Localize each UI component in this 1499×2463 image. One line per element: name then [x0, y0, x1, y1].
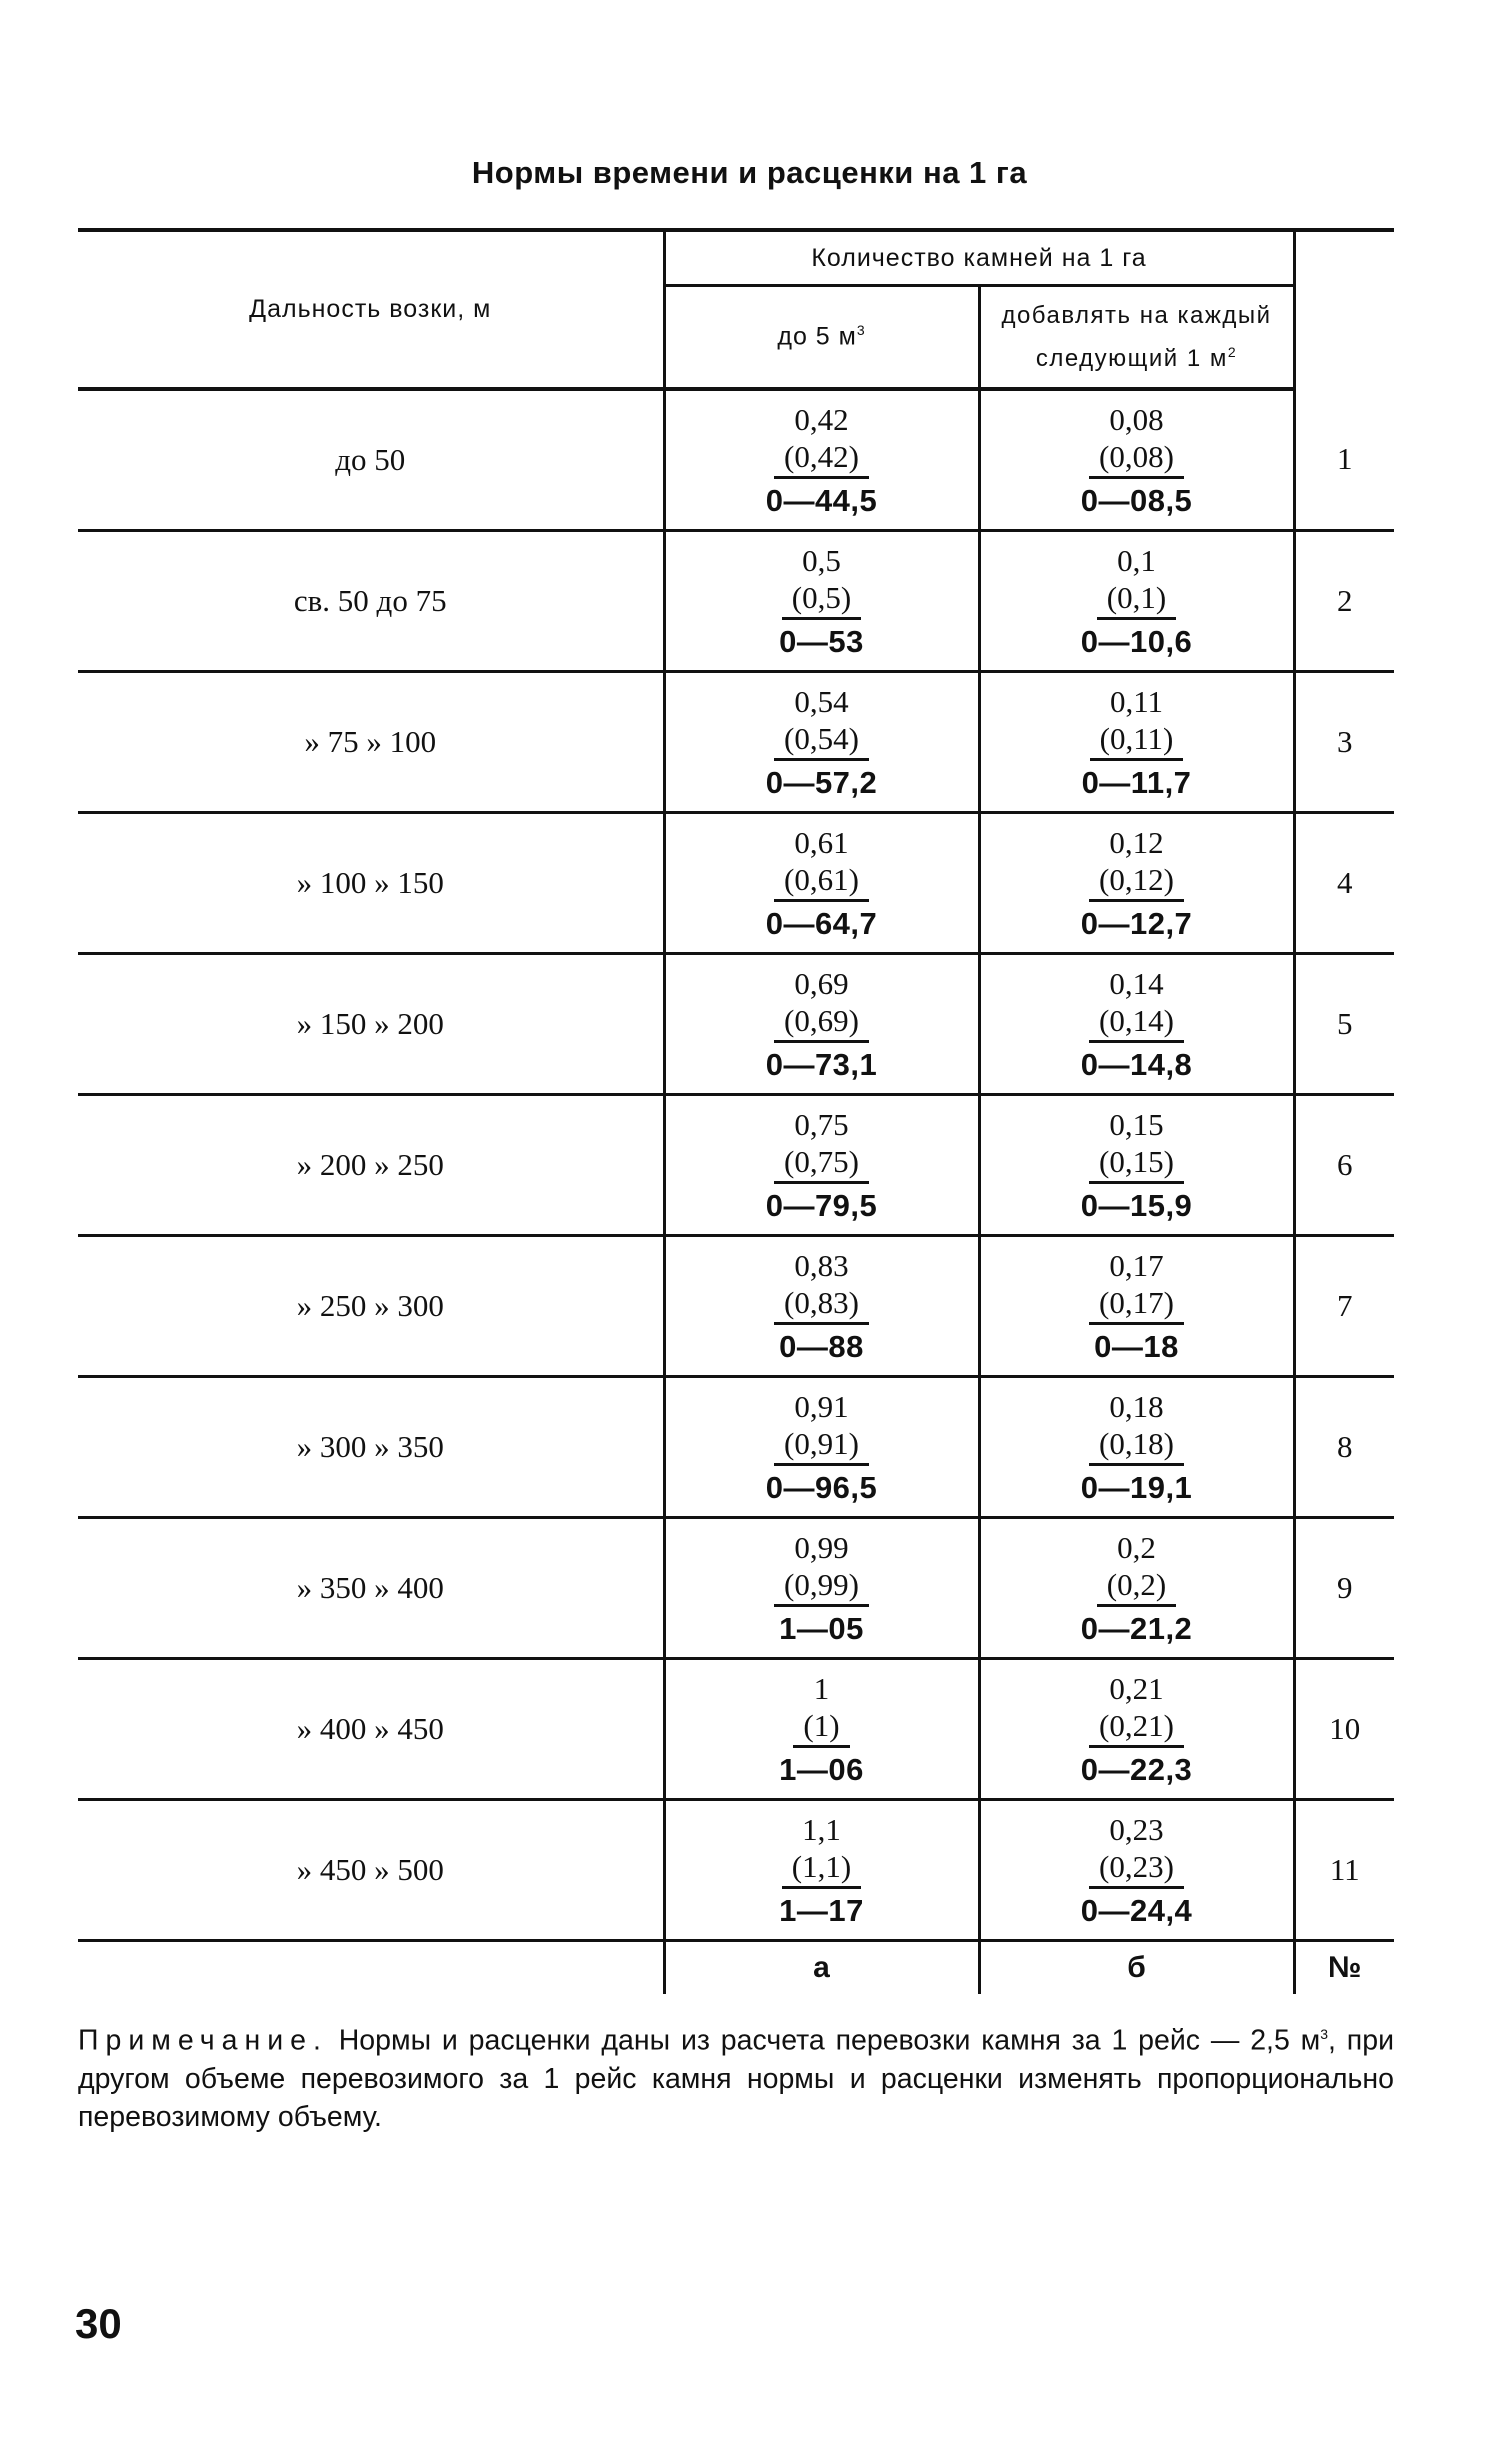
norm-fraction [766, 686, 878, 798]
distance-label: » 100 » 150 [296, 865, 444, 900]
norm-time-parenthesized: (0,2) [1097, 1569, 1176, 1607]
header-col-b-label: добавлять на каждый следующий 1 м [1001, 301, 1272, 372]
header-col-a [664, 286, 979, 390]
distance-cell [78, 954, 664, 1095]
norm-time: 0,54 [794, 684, 849, 719]
norm-time: 0,5 [802, 543, 841, 578]
norm-time-parenthesized: (0,11) [1090, 723, 1184, 761]
rate-value: 0—08,5 [1080, 483, 1193, 518]
norm-fraction [1081, 404, 1193, 516]
value-cell-b [979, 531, 1294, 672]
rate-value: 0—18 [1094, 1329, 1179, 1364]
table-title: Нормы времени и расценки на 1 га [471, 155, 1028, 190]
norm-time: 0,99 [794, 1530, 849, 1565]
norm-fraction [774, 1250, 869, 1362]
norm-time: 0,11 [1109, 684, 1164, 719]
row-number: 4 [1294, 813, 1394, 954]
norm-time: 0,23 [1109, 1812, 1164, 1847]
distance-cell [78, 1095, 664, 1236]
norm-time: 0,12 [1109, 825, 1164, 860]
distance-label: » 350 » 400 [296, 1570, 444, 1605]
value-cell-b [979, 813, 1294, 954]
value-cell-a [664, 672, 979, 813]
header-stones [664, 230, 1294, 286]
distance-label: » 450 » 500 [296, 1852, 444, 1887]
row-number: 1 [1294, 389, 1394, 531]
rate-value: 0—24,4 [1080, 1893, 1193, 1928]
value-cell-b [979, 672, 1294, 813]
footer-empty [78, 1941, 664, 1995]
rate-value: 0—88 [779, 1329, 864, 1364]
norm-fraction [1082, 686, 1192, 798]
distance-label: » 75 » 100 [304, 724, 437, 759]
table-row [78, 1800, 1394, 1941]
header-empty [1294, 230, 1394, 389]
norm-time: 0,83 [794, 1248, 849, 1283]
distance-cell [78, 1236, 664, 1377]
note-paragraph [78, 2015, 1394, 2136]
distance-label: св. 50 до 75 [293, 583, 447, 618]
norm-fraction [1081, 1109, 1193, 1221]
rate-value: 0—64,7 [765, 906, 878, 941]
footer-num: № [1328, 1951, 1362, 1984]
row-number: 6 [1294, 1095, 1394, 1236]
value-cell-a [664, 389, 979, 531]
norm-time-parenthesized: (0,1) [1097, 582, 1176, 620]
header-stones-label: Количество камней на 1 га [811, 243, 1147, 272]
table-row [78, 813, 1394, 954]
value-cell-b [979, 954, 1294, 1095]
row-number: 2 [1294, 531, 1394, 672]
table-row [78, 1095, 1394, 1236]
norm-fraction [1081, 1532, 1193, 1644]
norm-time: 1,1 [802, 1812, 841, 1847]
norm-time-parenthesized: (0,5) [782, 582, 861, 620]
norm-time-parenthesized: (0,54) [774, 723, 869, 761]
rate-value: 0—15,9 [1080, 1188, 1193, 1223]
value-cell-b [979, 1659, 1294, 1800]
rate-value: 1—06 [779, 1752, 864, 1787]
row-number: 5 [1294, 954, 1394, 1095]
norm-time-parenthesized: (0,15) [1089, 1146, 1184, 1184]
note-text-2: , при другом объеме перевозимого за 1 рейс камня нормы и расценки изменять пропорционально перевозимому объему. [78, 2024, 1394, 2133]
norm-fraction [779, 1814, 864, 1926]
note-sup: 3 [1320, 2026, 1329, 2042]
rate-value: 0—96,5 [765, 1470, 878, 1505]
value-cell-b [979, 1095, 1294, 1236]
norm-time-parenthesized: (0,12) [1089, 864, 1184, 902]
header-col-a-label: до 5 м [777, 322, 857, 351]
rate-value: 0—53 [779, 624, 864, 659]
norm-time: 0,15 [1109, 1107, 1164, 1142]
table-row [78, 672, 1394, 813]
row-number: 11 [1294, 1800, 1394, 1941]
page-number: 30 [75, 2300, 122, 2347]
norm-fraction [1081, 1814, 1193, 1926]
rate-value: 0—57,2 [765, 765, 878, 800]
norm-time: 0,75 [794, 1107, 849, 1142]
header-distance-label: Дальность возки, м [249, 295, 492, 323]
value-cell-a [664, 1236, 979, 1377]
norm-time-parenthesized: (0,42) [774, 441, 869, 479]
norm-time: 0,21 [1109, 1671, 1164, 1706]
rate-value: 0—21,2 [1080, 1611, 1193, 1646]
norm-time: 0,18 [1109, 1389, 1164, 1424]
table-row [78, 954, 1394, 1095]
distance-cell [78, 672, 664, 813]
distance-label: » 150 » 200 [296, 1006, 444, 1041]
norm-time: 0,61 [794, 825, 849, 860]
value-cell-b [979, 1377, 1294, 1518]
norm-time-parenthesized: (0,91) [774, 1428, 869, 1466]
rate-value: 0—79,5 [765, 1188, 878, 1223]
value-cell-a [664, 1377, 979, 1518]
norm-fraction [766, 1391, 878, 1503]
value-cell-b [979, 1236, 1294, 1377]
norm-time: 0,69 [794, 966, 849, 1001]
norm-time: 0,08 [1109, 402, 1164, 437]
norm-time: 0,2 [1117, 1530, 1156, 1565]
norm-time: 0,42 [794, 402, 849, 437]
norm-time-parenthesized: (0,08) [1089, 441, 1184, 479]
rate-value: 0—10,6 [1080, 624, 1193, 659]
table-body [78, 389, 1394, 1941]
rate-value: 0—11,7 [1081, 765, 1192, 800]
norm-fraction [766, 968, 878, 1080]
norm-fraction [1081, 545, 1193, 657]
norm-fraction [1089, 1250, 1184, 1362]
distance-cell [78, 1377, 664, 1518]
header-distance [78, 230, 664, 389]
table-row [78, 531, 1394, 672]
norm-time-parenthesized: (0,17) [1089, 1287, 1184, 1325]
value-cell-a [664, 1659, 979, 1800]
row-number: 3 [1294, 672, 1394, 813]
norm-fraction [766, 827, 878, 939]
row-number: 8 [1294, 1377, 1394, 1518]
row-number: 9 [1294, 1518, 1394, 1659]
distance-cell [78, 813, 664, 954]
norm-fraction [779, 1673, 864, 1785]
norm-time-parenthesized: (0,18) [1089, 1428, 1184, 1466]
distance-label: » 200 » 250 [296, 1147, 444, 1182]
norm-fraction [766, 1109, 878, 1221]
rate-value: 0—22,3 [1080, 1752, 1193, 1787]
distance-cell [78, 531, 664, 672]
norm-time: 0,17 [1109, 1248, 1164, 1283]
value-cell-b [979, 1800, 1294, 1941]
value-cell-a [664, 813, 979, 954]
header-col-b [979, 286, 1294, 390]
rate-value: 1—17 [779, 1893, 864, 1928]
table-row [78, 1518, 1394, 1659]
norm-time-parenthesized: (0,99) [774, 1569, 869, 1607]
norm-fraction [1081, 827, 1193, 939]
norm-time: 0,14 [1109, 966, 1164, 1001]
norm-fraction [766, 404, 878, 516]
distance-label: » 300 » 350 [296, 1429, 444, 1464]
norm-time: 0,91 [794, 1389, 849, 1424]
value-cell-a [664, 954, 979, 1095]
header-col-b-sup: 2 [1227, 343, 1238, 360]
rate-value: 0—14,8 [1080, 1047, 1193, 1082]
table-row [78, 1659, 1394, 1800]
table-row [78, 1377, 1394, 1518]
norm-time-parenthesized: (0,83) [774, 1287, 869, 1325]
row-number: 7 [1294, 1236, 1394, 1377]
header-col-a-sup: 3 [856, 322, 866, 339]
norm-time: 1 [813, 1671, 830, 1706]
norm-time-parenthesized: (0,21) [1089, 1710, 1184, 1748]
distance-cell [78, 1800, 664, 1941]
note-label: Примечание. [78, 2024, 328, 2057]
norm-time-parenthesized: (1) [793, 1710, 849, 1748]
norm-fraction [1081, 1391, 1193, 1503]
norm-time-parenthesized: (0,75) [774, 1146, 869, 1184]
distance-cell [78, 1518, 664, 1659]
rate-value: 0—73,1 [765, 1047, 878, 1082]
norm-time-parenthesized: (0,23) [1089, 1851, 1184, 1889]
distance-label: » 250 » 300 [296, 1288, 444, 1323]
norm-fraction [1081, 968, 1193, 1080]
value-cell-b [979, 1518, 1294, 1659]
table-row [78, 1236, 1394, 1377]
value-cell-a [664, 531, 979, 672]
row-number: 10 [1294, 1659, 1394, 1800]
norm-time-parenthesized: (0,69) [774, 1005, 869, 1043]
note-text-1: Нормы и расценки даны из расчета перевозки камня за 1 рейс — 2,5 м [327, 2024, 1321, 2057]
norm-time-parenthesized: (0,61) [774, 864, 869, 902]
distance-cell [78, 1659, 664, 1800]
value-cell-b [979, 389, 1294, 531]
distance-label: до 50 [335, 442, 406, 477]
norm-time-parenthesized: (1,1) [782, 1851, 861, 1889]
rate-value: 1—05 [779, 1611, 864, 1646]
norm-time: 0,1 [1117, 543, 1156, 578]
value-cell-a [664, 1800, 979, 1941]
norms-table [78, 228, 1394, 1994]
rate-value: 0—44,5 [765, 483, 878, 518]
footer-col-a: а [664, 1941, 979, 1995]
table-row [78, 389, 1394, 531]
norm-fraction [1081, 1673, 1193, 1785]
rate-value: 0—19,1 [1080, 1470, 1193, 1505]
distance-label: » 400 » 450 [296, 1711, 444, 1746]
rate-value: 0—12,7 [1080, 906, 1193, 941]
value-cell-a [664, 1095, 979, 1236]
footer-col-b: б [979, 1941, 1294, 1995]
value-cell-a [664, 1518, 979, 1659]
norm-fraction [779, 545, 864, 657]
distance-cell [78, 389, 664, 531]
norm-fraction [774, 1532, 869, 1644]
norm-time-parenthesized: (0,14) [1089, 1005, 1184, 1043]
